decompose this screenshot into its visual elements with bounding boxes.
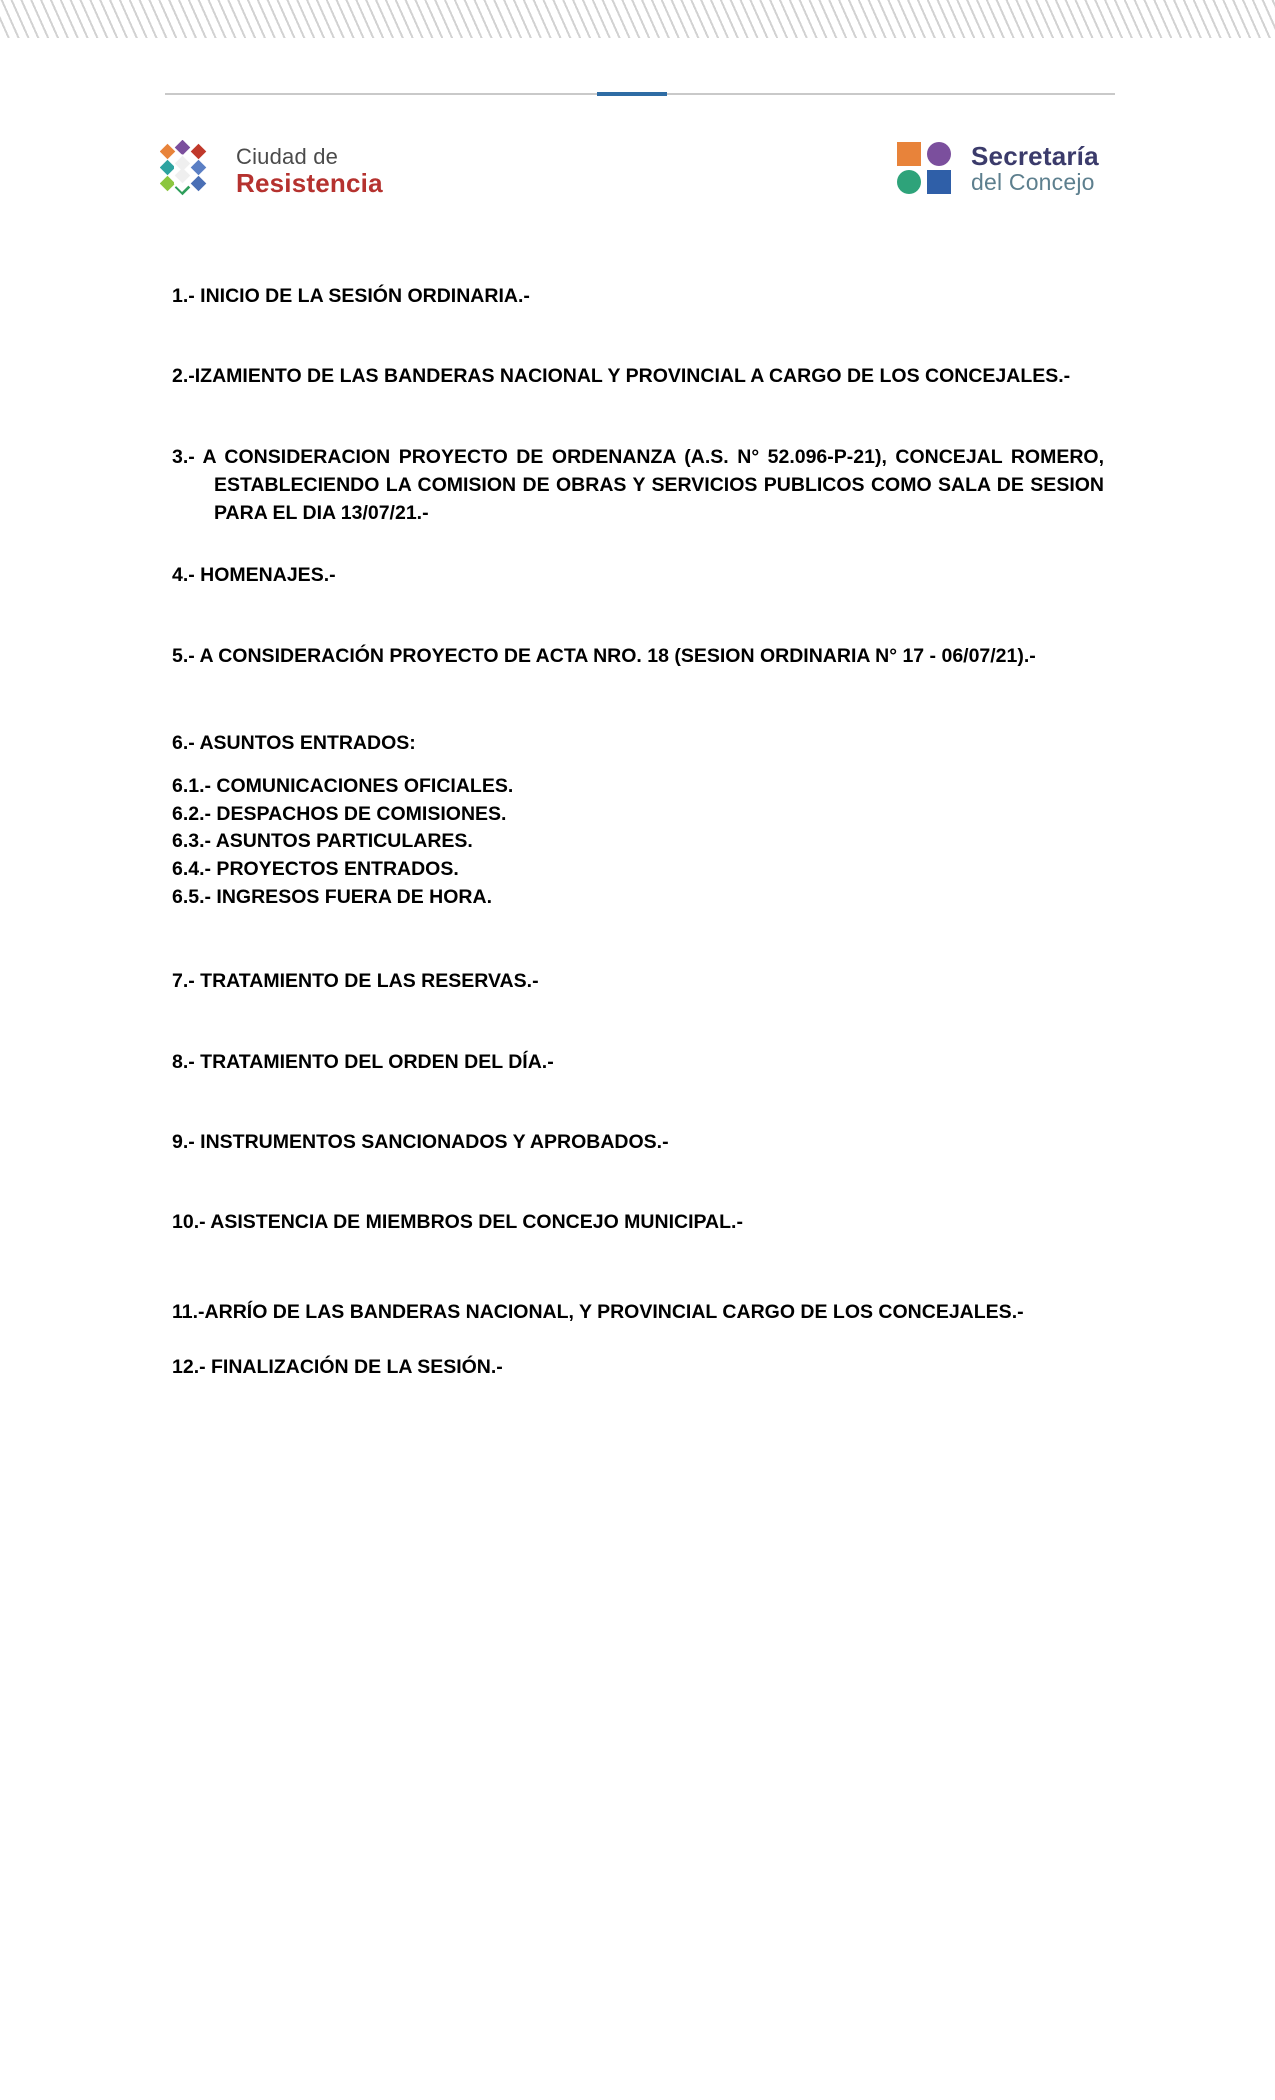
header-rule [165,92,1115,96]
agenda-item-5: 5.- A CONSIDERACIÓN PROYECTO DE ACTA NRO. 18 (SESION ORDINARIA N° 17 - 06/07/21).- [172,644,1036,667]
secretaria-wordmark [971,142,1099,195]
agenda-item-6-1: 6.1.- COMUNICACIONES OFICIALES. [172,774,514,797]
agenda-item-6-heading: 6.- ASUNTOS ENTRADOS: [172,731,416,754]
agenda-item-8: 8.- TRATAMIENTO DEL ORDEN DEL DÍA.- [172,1050,554,1073]
agenda-item-6-sublist [172,773,1104,911]
top-hatched-band [0,0,1275,38]
agenda-item-6-2: 6.2.- DESPACHOS DE COMISIONES. [172,802,507,825]
agenda-item-4: 4.- HOMENAJES.- [172,564,336,587]
agenda-document [172,282,1104,1415]
agenda-item-10: 10.- ASISTENCIA DE MIEMBROS DEL CONCEJO MUNICIPAL.- [172,1211,743,1234]
secretaria-line2: del Concejo [971,168,1095,195]
agenda-item-6-4: 6.4.- PROYECTOS ENTRADOS. [172,857,459,880]
secretaria-squares-icon [895,140,957,196]
ciudad-resistencia-wordmark [236,145,383,197]
logo-secretaria-concejo [895,140,1099,196]
header-rule-accent [597,92,667,96]
secretaria-line1: Secretaría [971,140,1099,171]
agenda-item-2: 2.-IZAMIENTO DE LAS BANDERAS NACIONAL Y PROVINCIAL A CARGO DE LOS CONCEJALES.- [172,365,1071,388]
agenda-item-12: 12.- FINALIZACIÓN DE LA SESIÓN.- [172,1355,503,1378]
agenda-item-6-5: 6.5.- INGRESOS FUERA DE HORA. [172,885,492,908]
agenda-item-11: 11.-ARRÍO DE LAS BANDERAS NACIONAL, Y PROVINCIAL CARGO DE LOS CONCEJALES.- [172,1301,1024,1324]
ciudad-resistencia-diamond-icon [160,140,222,202]
ciudad-resistencia-line1: Ciudad de [236,144,339,170]
agenda-item-9: 9.- INSTRUMENTOS SANCIONADOS Y APROBADOS.- [172,1130,669,1153]
ciudad-resistencia-line2: Resistencia [236,167,383,198]
agenda-item-6-3: 6.3.- ASUNTOS PARTICULARES. [172,830,473,853]
agenda-item-1: 1.- INICIO DE LA SESIÓN ORDINARIA.- [172,285,530,307]
agenda-item-3: 3.- A CONSIDERACION PROYECTO DE ORDENANZA (A.S. N° 52.096-P-21), CONCEJAL ROMERO, ESTABLECIENDO LA COMISION DE OBRAS Y SERVICIOS PUBLICOS COMO SALA DE SESION PARA EL DIA 13/07/21.- [172,445,1104,525]
logo-ciudad-resistencia [160,140,383,202]
agenda-item-7: 7.- TRATAMIENTO DE LAS RESERVAS.- [172,970,539,993]
